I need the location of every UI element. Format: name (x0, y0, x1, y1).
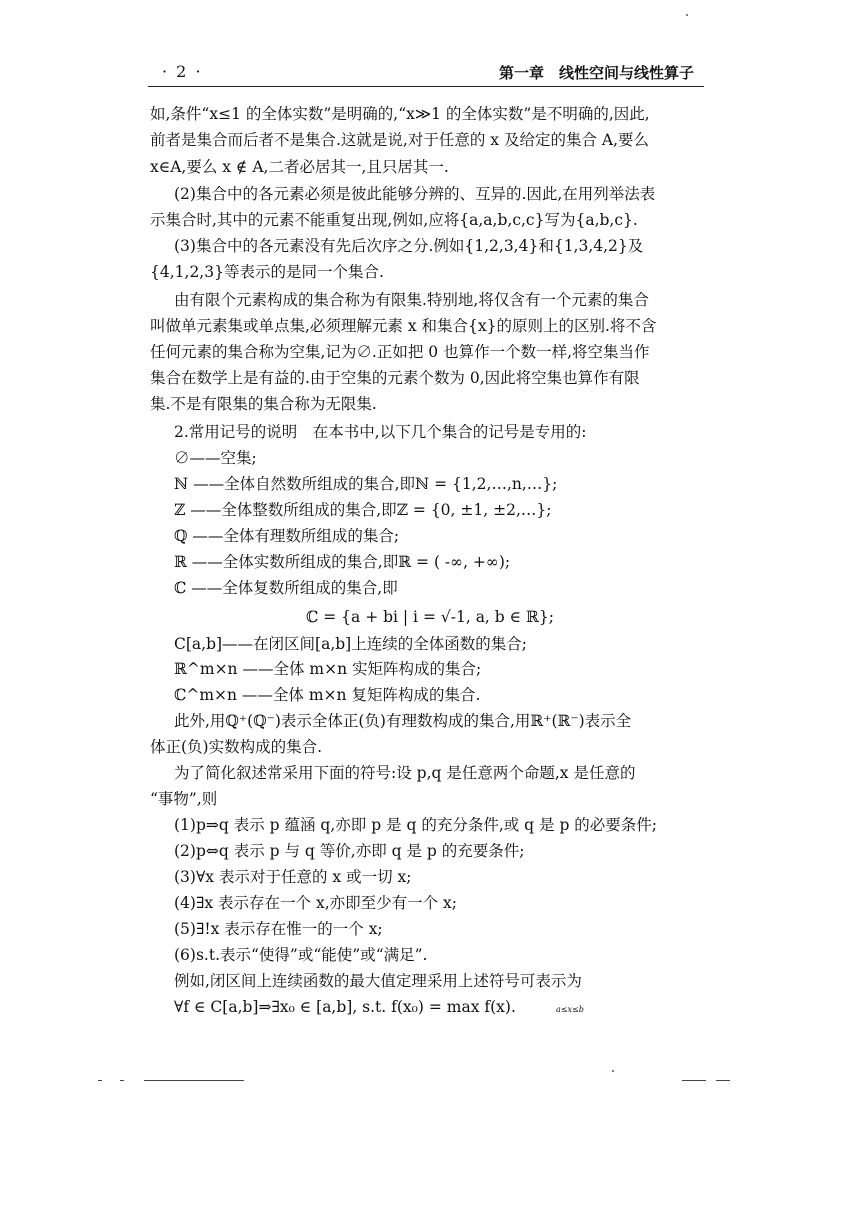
text-line: ℝ^m×n ——全体 m×n 实矩阵构成的集合; (174, 660, 482, 678)
text-line: 叫做单元素集或单点集,必须理解元素 x 和集合{x}的原则上的区别.将不含 (150, 317, 657, 335)
text-line: ∀f ∈ C[a,b]⇒∃x₀ ∈ [a,b], s.t. f(x₀) = max f(x). (174, 998, 516, 1016)
text-line: 前者是集合而后者不是集合.这就是说,对于任意的 x 及给定的集合 A,要么 (150, 131, 649, 149)
text-line: (5)∃!x 表示存在惟一的一个 x; (174, 920, 383, 938)
text-line: (3)∀x 表示对于任意的 x 或一切 x; (174, 868, 412, 886)
text-line: (4)∃x 表示存在一个 x,亦即至少有一个 x; (174, 894, 458, 912)
text-line: 如,条件“x≤1 的全体实数”是明确的,“x≫1 的全体实数”是不明确的,因此, (150, 105, 650, 123)
footer-scan-marks (98, 1080, 248, 1082)
text-line: ℂ = {a + bi | i = √-1, a, b ∈ ℝ}; (305, 608, 554, 626)
text-line: x∈A,要么 x ∉ A,二者必居其一,且只居其一. (150, 158, 449, 176)
text-line: 集.不是有限集的集合称为无限集. (150, 395, 377, 413)
text-line: (3)集合中的各元素没有先后次序之分.例如{1,2,3,4}和{1,3,4,2}及 (174, 237, 644, 255)
text-line: ℂ ——全体复数所组成的集合,即 (174, 579, 398, 597)
text-line: 2.常用记号的说明 在本书中,以下几个集合的记号是专用的: (174, 423, 587, 441)
text-line: 集合在数学上是有益的.由于空集的元素个数为 0,因此将空集也算作有限 (150, 369, 640, 387)
text-line: 此外,用ℚ⁺(ℚ⁻)表示全体正(负)有理数构成的集合,用ℝ⁺(ℝ⁻)表示全 (174, 712, 632, 730)
scan-dot (686, 14, 688, 16)
text-line: ℤ ——全体整数所组成的集合,即ℤ = {0, ±1, ±2,…}; (174, 501, 552, 519)
page-number: · 2 · (162, 62, 203, 81)
text-line: 例如,闭区间上连续函数的最大值定理采用上述符号可表示为 (174, 972, 582, 990)
max-subscript: a≤x≤b (556, 1005, 584, 1014)
text-line: (6)s.t.表示“使得”或“能使”或“满足”. (174, 946, 428, 964)
text-line: 由有限个元素构成的集合称为有限集.特别地,将仅含有一个元素的集合 (174, 291, 649, 309)
text-line: 体正(负)实数构成的集合. (150, 738, 323, 756)
text-line: ℝ ——全体实数所组成的集合,即ℝ = ( -∞, +∞); (174, 553, 511, 571)
text-line: {4,1,2,3}等表示的是同一个集合. (150, 263, 384, 281)
text-line: ℕ ——全体自然数所组成的集合,即ℕ = {1,2,…,n,…}; (174, 475, 558, 493)
scan-dot (612, 1070, 614, 1072)
text-line: 为了简化叙述常采用下面的符号:设 p,q 是任意两个命题,x 是任意的 (174, 764, 636, 782)
text-line: 任何元素的集合称为空集,记为∅.正如把 0 也算作一个数一样,将空集当作 (150, 343, 650, 361)
text-line: ℂ^m×n ——全体 m×n 复矩阵构成的集合. (174, 686, 481, 704)
chapter-title: 第一章 线性空间与线性算子 (498, 64, 694, 82)
text-line: 示集合时,其中的元素不能重复出现,例如,应将{a,a,b,c,c}写为{a,b,c}. (150, 211, 638, 229)
text-line: ℚ ——全体有理数所组成的集合; (174, 527, 400, 545)
text-line: (1)p⇒q 表示 p 蕴涵 q,亦即 p 是 q 的充分条件,或 q 是 p 的必要条件; (174, 816, 658, 834)
text-line: ∅——空集; (174, 449, 257, 467)
text-line: “事物”,则 (150, 790, 218, 808)
page-header (148, 56, 704, 87)
text-line: (2)p⇔q 表示 p 与 q 等价,亦即 q 是 p 的充要条件; (174, 842, 525, 860)
text-line: C[a,b]——在闭区间[a,b]上连续的全体函数的集合; (174, 635, 527, 653)
footer-scan-marks-right (682, 1080, 742, 1082)
text-line: (2)集合中的各元素必须是彼此能够分辨的、互异的.因此,在用列举法表 (174, 185, 656, 203)
